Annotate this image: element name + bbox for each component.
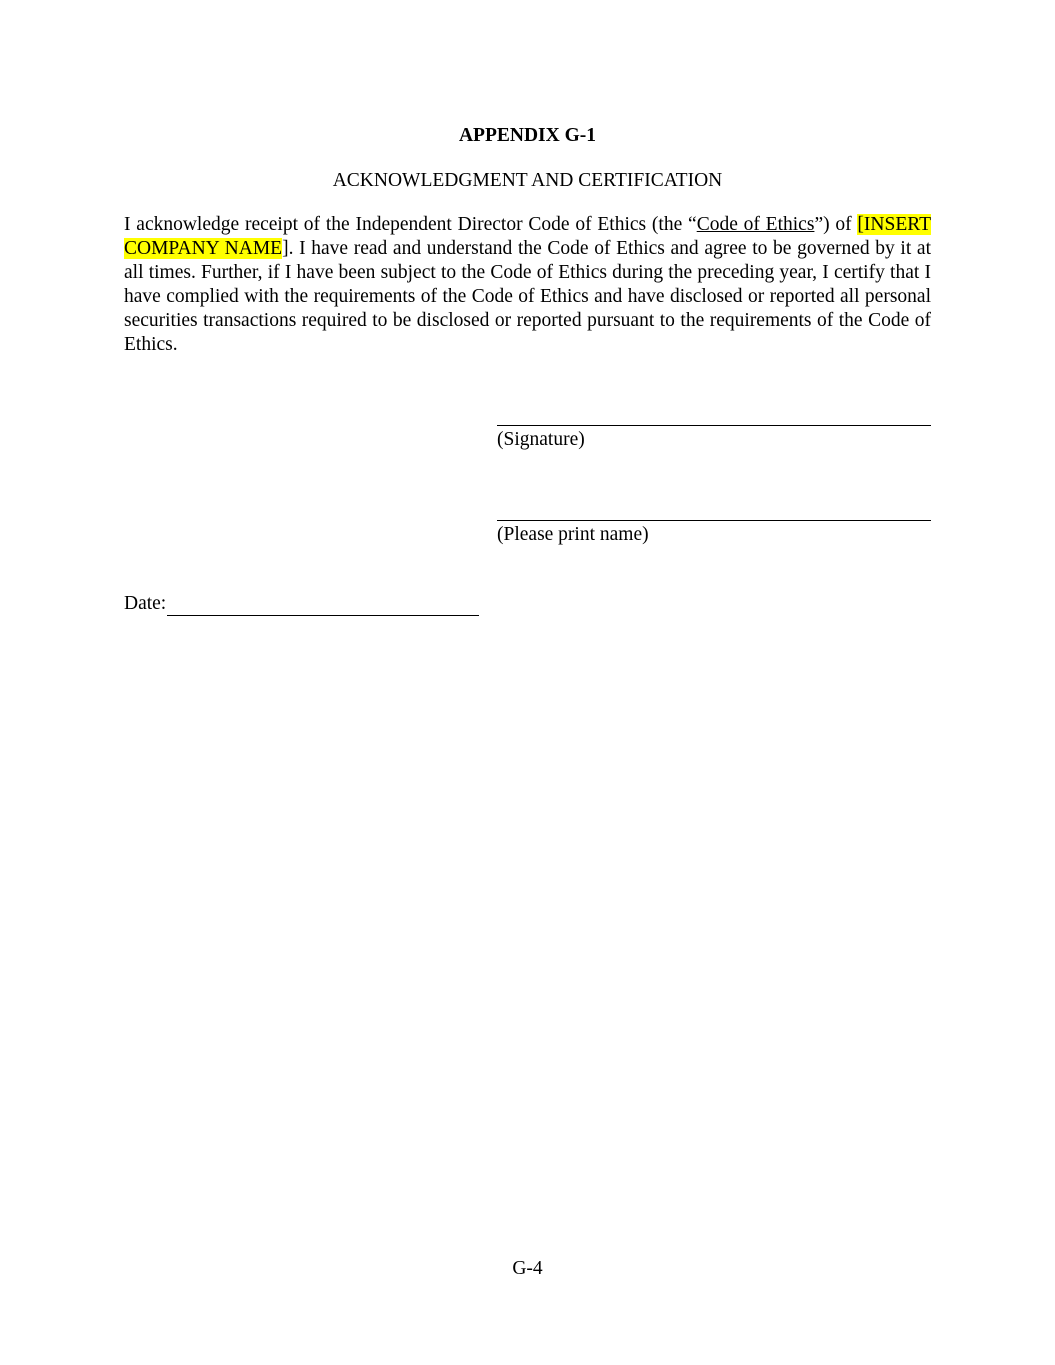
paragraph-text-part1: I acknowledge receipt of the Independent Director Code of Ethics (the “	[124, 214, 697, 235]
date-line[interactable]	[167, 597, 479, 616]
appendix-title: APPENDIX G-1	[458, 125, 597, 146]
page-number: G-4	[512, 1258, 543, 1279]
print-name-label: (Please print name)	[497, 524, 649, 545]
paragraph-text-part3: ]. I have read and understand the Code of Ethics and agree to be governed by it at all times. Further, if I have been subject to the Code of Ethics during the preceding year, I certify that I have complied with the requirements of the Code of Ethics and have disclosed or reported all personal securities transactions required to be disclosed or reported pursuant to the requirements of the Code of Ethics.	[124, 238, 931, 356]
defined-term-code-of-ethics: Code of Ethics	[696, 214, 815, 235]
acknowledgment-paragraph	[124, 213, 931, 358]
signature-line[interactable]	[497, 425, 931, 426]
section-subtitle: ACKNOWLEDGMENT AND CERTIFICATION	[332, 170, 723, 191]
date-label: Date:	[124, 593, 167, 614]
paragraph-text-part2: ”) of	[814, 214, 858, 235]
signature-label: (Signature)	[497, 429, 585, 450]
print-name-line[interactable]	[497, 520, 931, 521]
date-field	[124, 592, 479, 616]
company-name-placeholder: [INSERT COMPANY NAME	[124, 214, 931, 260]
